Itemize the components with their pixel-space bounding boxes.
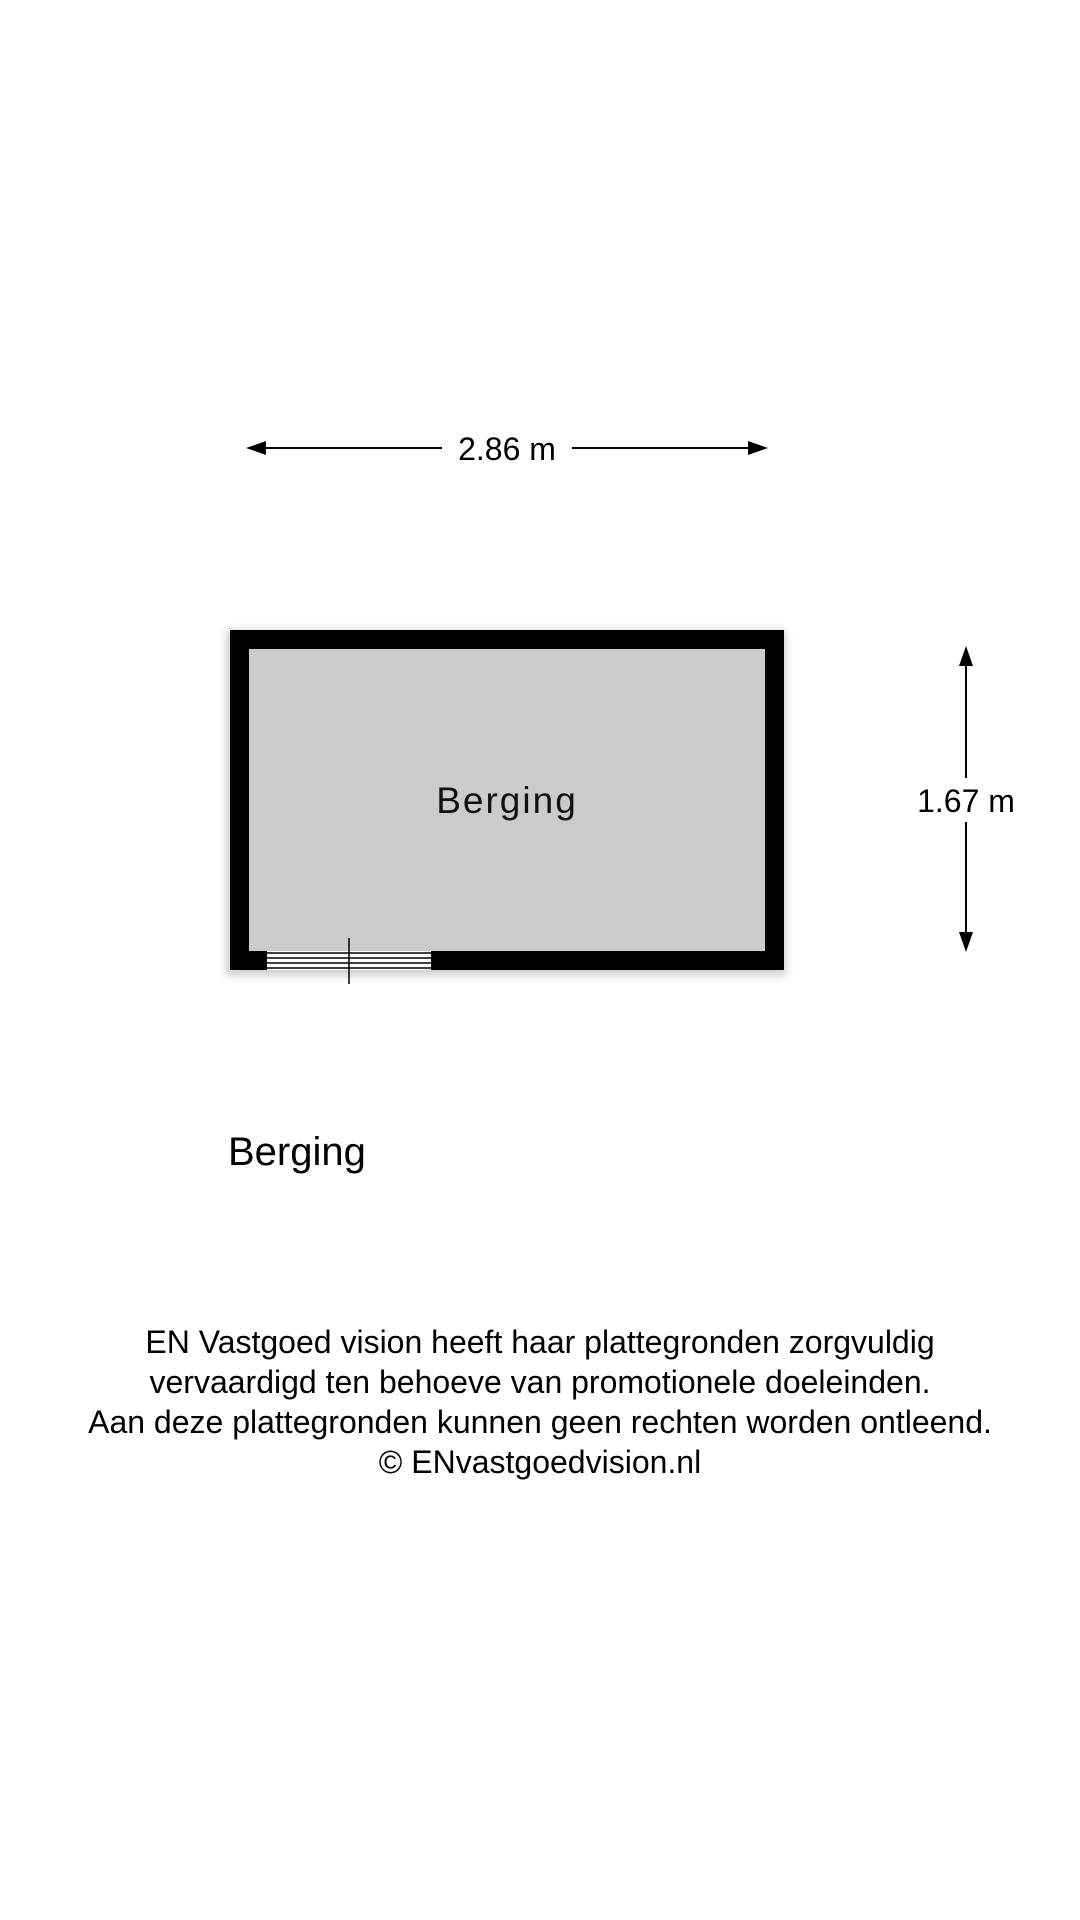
arrow-down-icon — [959, 932, 973, 952]
height-dimension — [917, 646, 1015, 952]
disclaimer-line: EN Vastgoed vision heeft haar plattegronden zorgvuldig — [145, 1324, 935, 1360]
width-dimension-label: 2.86 m — [458, 431, 556, 467]
copyright-line: © ENvastgoedvision.nl — [378, 1444, 702, 1480]
room-berging — [226, 630, 786, 984]
width-dimension — [246, 431, 768, 467]
room-label: Berging — [436, 780, 578, 821]
floor-title: Berging — [228, 1130, 366, 1174]
arrow-right-icon — [748, 441, 768, 455]
disclaimer-line: Aan deze plattegronden kunnen geen rechten worden ontleend. — [88, 1404, 992, 1440]
arrow-up-icon — [959, 646, 973, 666]
disclaimer-line: vervaardigd ten behoeve van promotionele doeleinden. — [149, 1364, 931, 1400]
disclaimer — [0, 1322, 1080, 1482]
arrow-left-icon — [246, 441, 266, 455]
height-dimension-label: 1.67 m — [917, 783, 1015, 819]
